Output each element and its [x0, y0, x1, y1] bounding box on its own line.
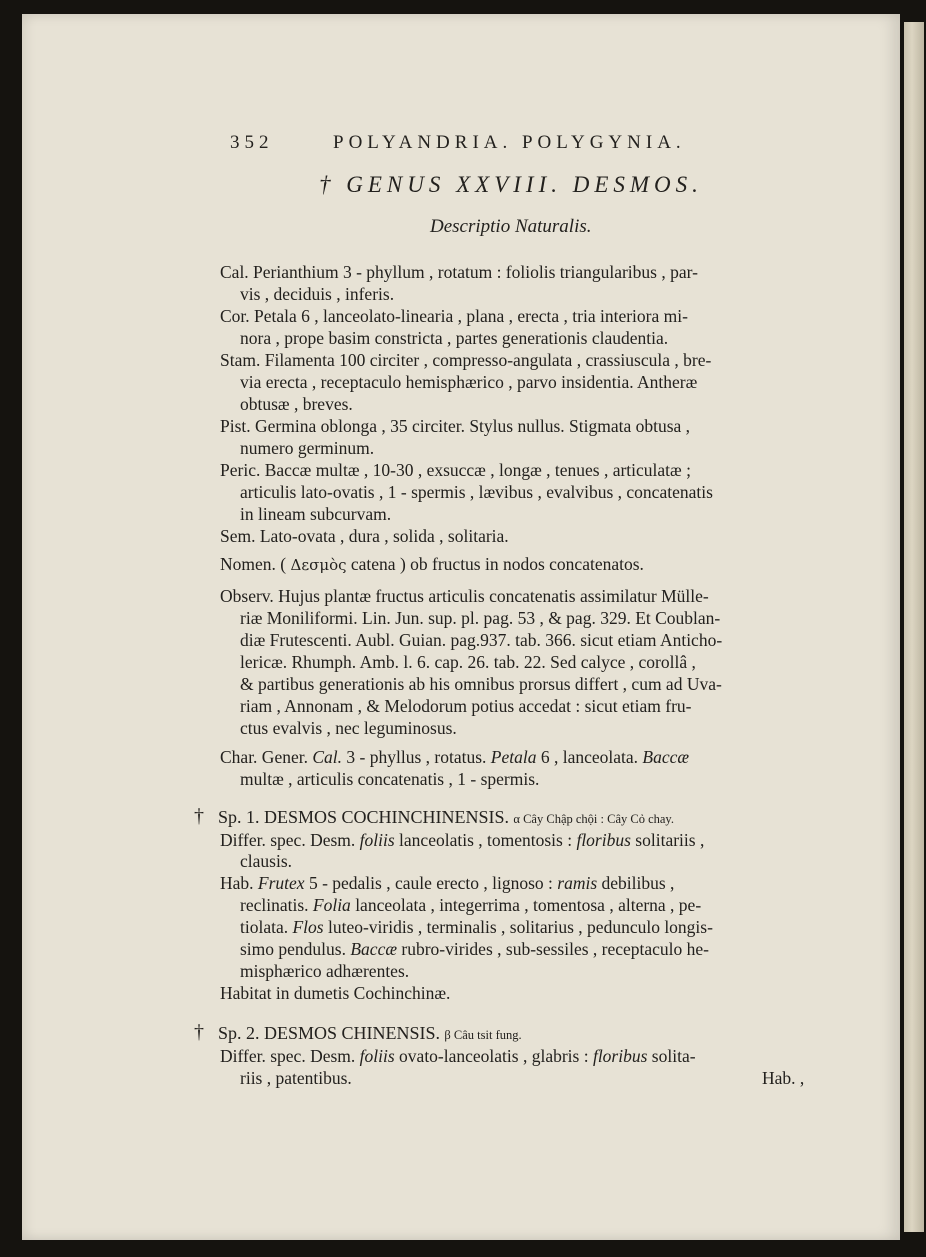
catchword: Hab. , [762, 1068, 805, 1088]
species-2-title-line [218, 1023, 522, 1045]
species-2-differ-line-2: riis , patentibus. [240, 1068, 352, 1088]
char-petala-text: 6 , lanceolata. [540, 747, 639, 767]
species-1-hab-l2b: lanceolata , integerrima , tomentosa , alterna , pe- [355, 895, 702, 915]
nomen-line [220, 554, 644, 575]
species-2-vernacular: β Câu tsit fung. [444, 1028, 522, 1042]
nomen-greek: Δεσμὸς [290, 556, 347, 574]
species-1-hab-line-1 [220, 873, 674, 893]
stam-line-3: obtusæ , breves. [240, 394, 353, 414]
species-1-hab-text-b: debilibus , [601, 873, 675, 893]
char-gener-line-2: multæ , articulis concatenatis , 1 - spermis. [240, 769, 540, 789]
species-2-differ-text-a: ovato-lanceolatis , glabris : [399, 1046, 589, 1066]
species-1-habitat: Habitat in dumetis Cochinchinæ. [220, 983, 451, 1003]
species-2-differ-line-1 [220, 1046, 696, 1066]
species-2-title: Sp. 2. DESMOS CHINENSIS. [218, 1023, 441, 1043]
char-baccae-label: Baccæ [642, 747, 690, 767]
stam-line-2: via erecta , receptaculo hemisphærico , parvo insidentia. Antheræ [240, 372, 698, 392]
species-1-dagger: † [194, 805, 204, 827]
char-cal-text: 3 - phyllus , rotatus. [346, 747, 487, 767]
species-2-dagger: † [194, 1021, 204, 1043]
species-1-vernacular: α Cây Chập chội : Cây Cỏ chay. [513, 812, 674, 826]
observ-line-1: Observ. Hujus plantæ fructus articulis concatenatis assimilatur Mülle- [220, 586, 709, 606]
species-1-hab-text-a: 5 - pedalis , caule erecto , lignoso : [308, 873, 553, 893]
cor-line-2: nora , prope basim constricta , partes generationis claudentia. [240, 328, 669, 348]
cal-line-1: Cal. Perianthium 3 - phyllum , rotatum : foliolis triangularibus , par- [220, 262, 698, 282]
species-1-differ-text-b: solitariis , [635, 830, 705, 850]
species-1-floribus: floribus [576, 830, 631, 850]
species-2-differ-text-b: solita- [651, 1046, 696, 1066]
species-1-title-line [218, 807, 674, 829]
species-1-hab-l3a: tiolata. [240, 917, 289, 937]
species-1-differ-line-2: clausis. [240, 851, 293, 871]
observ-line-3: diæ Frutescenti. Aubl. Guian. pag.937. tab. 366. sicut etiam Anticho- [240, 630, 723, 650]
species-1-foliis: foliis [359, 830, 395, 850]
species-1-hab-l4a: simo pendulus. [240, 939, 346, 959]
species-1-hab-line-2 [240, 895, 701, 915]
sem-line: Sem. Lato-ovata , dura , solida , solitaria. [220, 526, 509, 546]
species-1-title: Sp. 1. DESMOS COCHINCHINENSIS. [218, 807, 510, 827]
species-1-hab-l3b: luteo-viridis , terminalis , solitarius , pedunculo longis- [327, 917, 713, 937]
peric-line-1: Peric. Baccæ multæ , 10-30 , exsuccæ , longæ , tenues , articulatæ ; [220, 460, 691, 480]
species-2-foliis: foliis [359, 1046, 395, 1066]
species-1-hab-line-5: misphærico adhærentes. [240, 961, 410, 981]
observ-line-7: ctus evalvis , nec leguminosus. [240, 718, 457, 738]
adjacent-page-edge [904, 22, 924, 1232]
char-gener-label: Char. Gener. [220, 747, 308, 767]
species-1-flos: Flos [292, 917, 324, 937]
pist-line-1: Pist. Germina oblonga , 35 circiter. Stylus nullus. Stigmata obtusa , [220, 416, 691, 436]
species-1-differ-line-1 [220, 830, 704, 850]
species-1-hab-label: Hab. [220, 873, 254, 893]
species-1-hab-line-4 [240, 939, 709, 959]
observ-line-5: & partibus generationis ab his omnibus prorsus differt , cum ad Uva- [240, 674, 722, 694]
stam-line-1: Stam. Filamenta 100 circiter , compresso-angulata , crassiuscula , bre- [220, 350, 712, 370]
species-2-differ-label: Differ. spec. Desm. [220, 1046, 356, 1066]
section-subheading: Descriptio Naturalis. [430, 216, 592, 237]
book-page [22, 14, 900, 1240]
page-number: 352 [230, 132, 274, 153]
char-gener-line-1 [220, 747, 689, 767]
species-1-hab-line-3 [240, 917, 713, 937]
char-cal-label: Cal. [312, 747, 343, 767]
peric-line-2: articulis lato-ovatis , 1 - spermis , lævibus , evalvibus , concatenatis [240, 482, 713, 502]
species-1-hab-l2a: reclinatis. [240, 895, 309, 915]
species-1-differ-label: Differ. spec. Desm. [220, 830, 356, 850]
running-title: POLYANDRIA. POLYGYNIA. [333, 132, 686, 153]
species-1-ramis: ramis [557, 873, 598, 893]
observ-line-6: riam , Annonam , & Melodorum potius accedat : sicut etiam fru- [240, 696, 692, 716]
cal-line-2: vis , deciduis , inferis. [240, 284, 395, 304]
observ-line-4: lericæ. Rhumph. Amb. l. 6. cap. 26. tab. 22. Sed calyce , corollâ , [240, 652, 696, 672]
observ-line-2: riæ Moniliformi. Lin. Jun. sup. pl. pag. 53 , & pag. 329. Et Coublan- [240, 608, 721, 628]
pist-line-2: numero germinum. [240, 438, 375, 458]
cor-line-1: Cor. Petala 6 , lanceolato-linearia , plana , erecta , tria interiora mi- [220, 306, 688, 326]
nomen-prefix: Nomen. ( [220, 554, 287, 574]
running-head [230, 132, 686, 154]
species-2-floribus: floribus [592, 1046, 648, 1066]
genus-heading: † GENUS XXVIII. DESMOS. [319, 172, 703, 197]
species-1-frutex: Frutex [257, 873, 305, 893]
nomen-suffix: catena ) ob fructus in nodos concatenatos. [350, 554, 644, 574]
peric-line-3: in lineam subcurvam. [240, 504, 392, 524]
species-1-folia: Folia [312, 895, 351, 915]
species-1-hab-l4b: rubro-virides , sub-sessiles , receptaculo he- [401, 939, 709, 959]
char-petala-label: Petala [490, 747, 537, 767]
species-1-baccae: Baccæ [350, 939, 398, 959]
species-1-differ-text-a: lanceolatis , tomentosis : [399, 830, 573, 850]
